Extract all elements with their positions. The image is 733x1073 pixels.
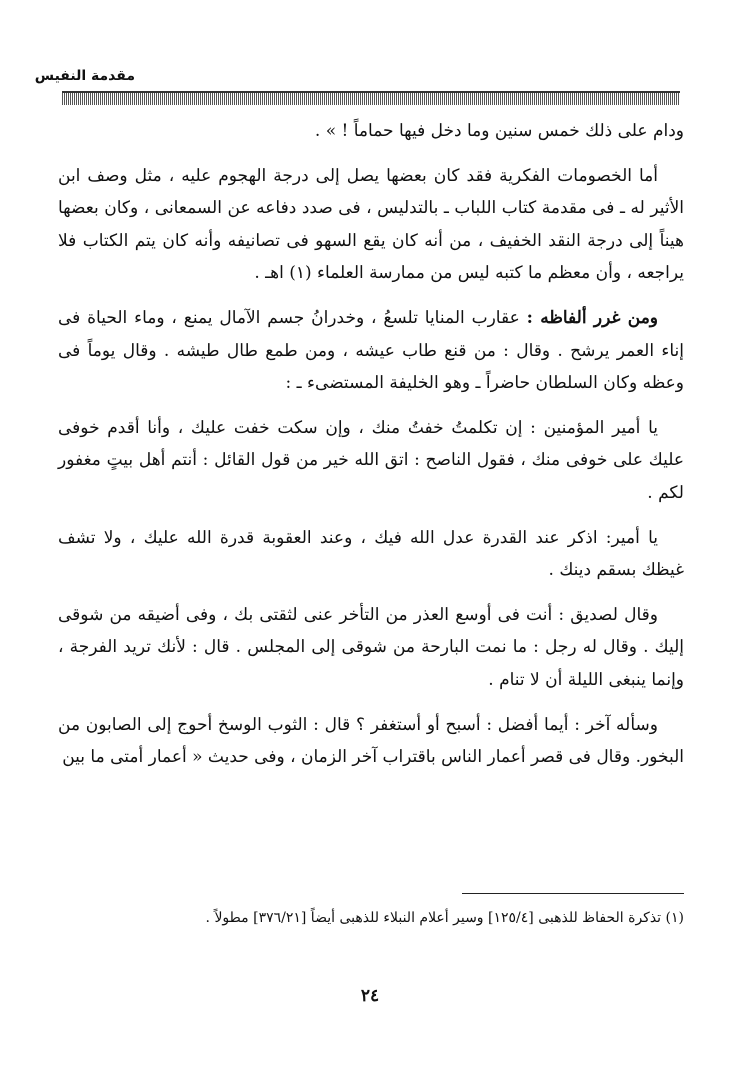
- footnote-divider: [462, 893, 684, 894]
- main-text: [58, 115, 684, 786]
- running-header-title: مقدمة النفيس: [34, 68, 135, 84]
- paragraph-6: وقال لصديق : أنت فى أوسع العذر من التأخر عنى لثقتى بك ، وفى أضيقه من شوقى إليك . وقال له رجل : ما نمت البارحة من شوقى إلى المجلس . قال : لأنك تريد الفرجة ، وإنما ينبغى الليلة أن لا تنام .: [58, 604, 684, 690]
- paragraph-5: يا أمير: اذكر عند القدرة عدل الله فيك ، وعند العقوبة قدرة الله عليك ، ولا تشف غيظك بسقم دينك .: [58, 527, 684, 581]
- page-number: ٢٤: [360, 986, 380, 1006]
- lead-phrase: ومن غرر ألفاظه :: [526, 307, 659, 328]
- paragraph-3-text: عقارب المنايا تلسعُ ، وخدرانُ جسم الآمال يمنع ، وماء الحياة فى إناء العمر يرشح . وقال : من قنع طاب عيشه ، ومن طمع طال طيشه . وقال يوماً فى وعظه وكان السلطان حاضراً ـ وهو الخليفة المستضىء ـ :: [58, 307, 684, 394]
- paragraph-4: يا أمير المؤمنين : إن تكلمتُ خفتُ منك ، وإن سكت خفت عليك ، وأنا أقدم خوفى عليك على خوفى منك ، فقول الناصح : اتق الله خير من قول القائل : أنتم أهل بيتٍ مغفور لكم .: [58, 417, 684, 503]
- paragraph-7: وسأله آخر : أيما أفضل : أسبح أو أستغفر ؟ قال : الثوب الوسخ أحوج إلى الصابون من البخور. وقال فى قصر أعمار الناس باقتراب آخر الزمان ، وفى حديث « أعمار أمتى ما بين: [58, 714, 684, 768]
- paragraph-2: أما الخصومات الفكرية فقد كان بعضها يصل إلى درجة الهجوم عليه ، مثل وصف ابن الأثير له ـ فى مقدمة كتاب اللباب ـ بالتدليس ، فى صدد دفاعه عن السمعانى ، وكان بعضها هيناً إلى درجة النقد الخفيف ، من أنه كان يقع السهو فى تصانيفه وأنه كان يتم الكتاب فلا يراجعه ، وأن معظم ما كتبه ليس من ممارسة العلماء (١) اهـ .: [58, 165, 684, 284]
- footnote: (١) تذكرة الحفاظ للذهبى [١٢٥/٤] وسير أعلام النبلاء للذهبى أيضاً [٣٧٦/٢١] مطولاً .: [205, 910, 684, 926]
- paragraph-3: [58, 302, 684, 400]
- header-divider: [62, 91, 680, 105]
- paragraph-1: ودام على ذلك خمس سنين وما دخل فيها حماماً ! » .: [314, 121, 684, 141]
